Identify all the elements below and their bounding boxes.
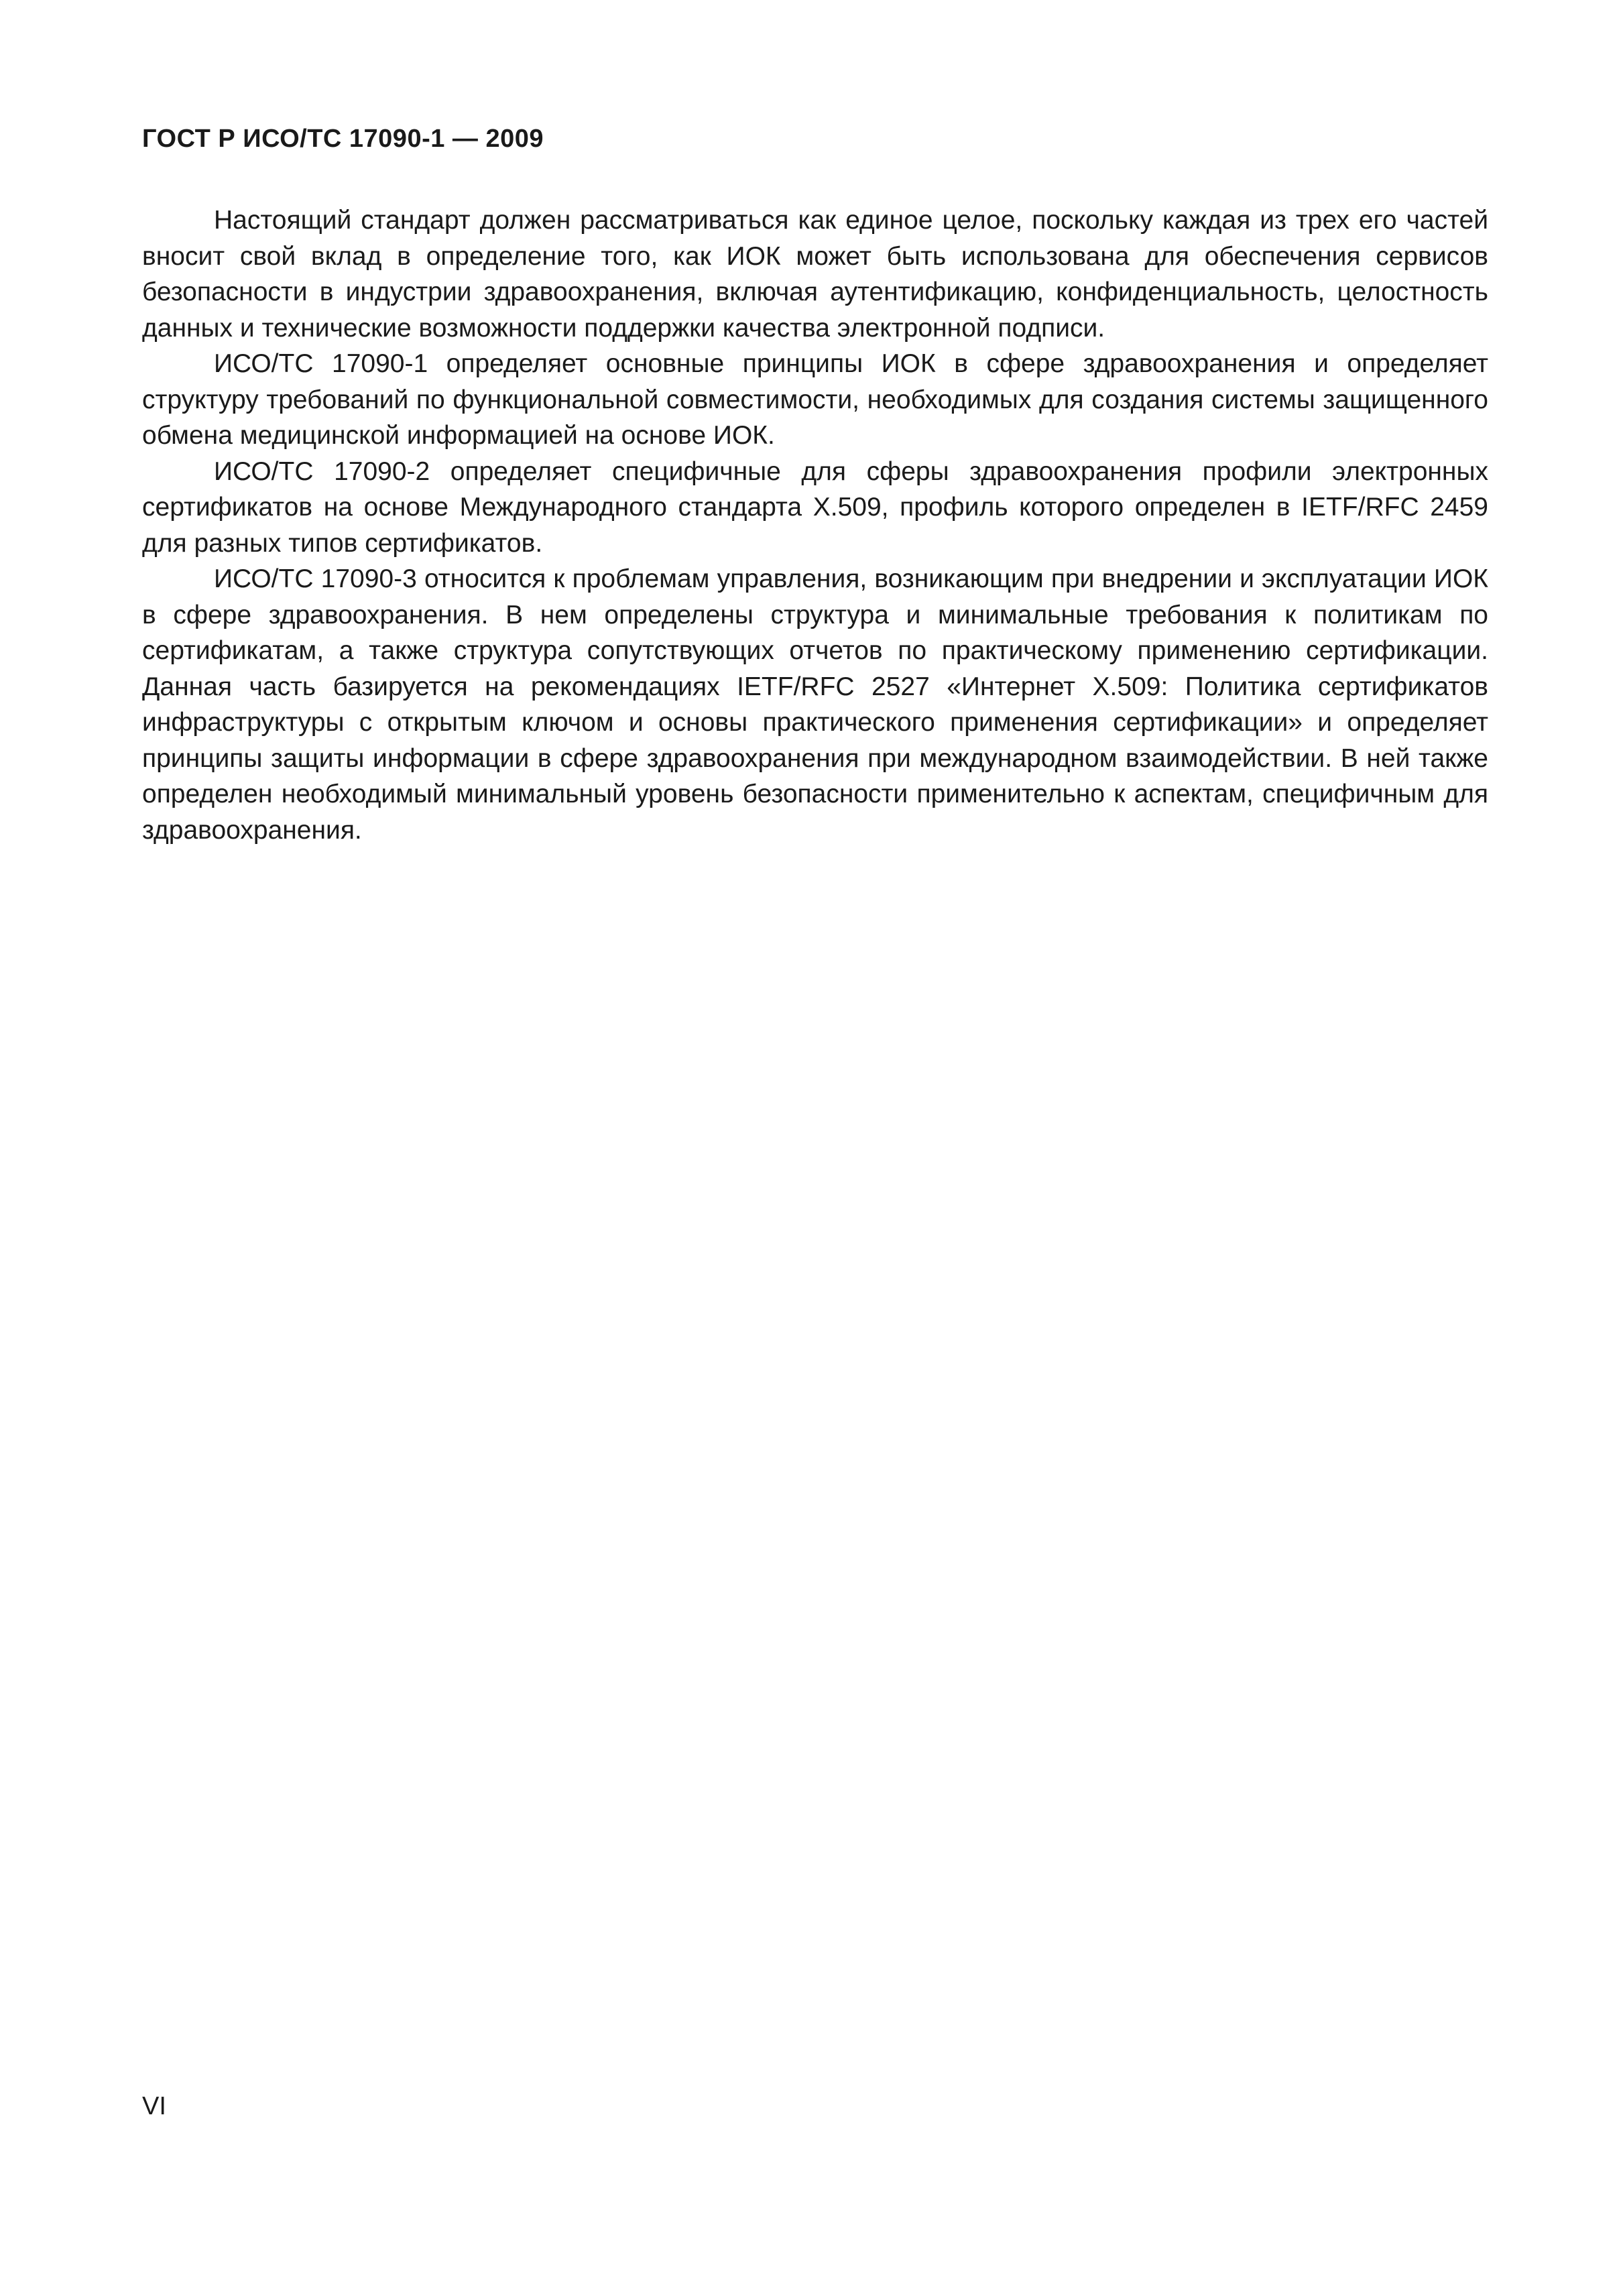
paragraph-part-3: ИСО/ТС 17090-3 относится к проблемам управления, возникающим при внедрении и эксплуатации ИОК в сфере здравоохранения. В нем определены структура и минимальные требования к политикам по сертификатам, а также структура сопутствующих отчетов по практическому применению сертификации. Данная часть базируется на рекомендациях IETF/RFC 2527 «Интернет X.509: Политика сертификатов инфраструктуры с открытым ключом и основы практического применения сертификации» и определяет принципы защиты информации в сфере здравоохранения при международном взаимодействии. В ней также определен необходимый минимальный уровень безопасности применительно к аспектам, специфичным для здравоохранения. (142, 564, 1488, 845)
page-number: VI (142, 2092, 166, 2120)
paragraph-part-2: ИСО/ТС 17090-2 определяет специфичные для сферы здравоохранения профили электронных сертификатов на основе Международного стандарта X.509, профиль которого определен в IETF/RFC 2459 для разных типов сертификатов. (142, 457, 1488, 558)
page-footer (142, 2090, 166, 2122)
paragraph-intro: Настоящий стандарт должен рассматриваться как единое целое, поскольку каждая из трех его частей вносит свой вклад в определение того, как ИОК может быть использована для обеспечения сервисов безопасности в индустрии здравоохранения, включая аутентификацию, конфиденциальность, целостность данных и технические возможности поддержки качества электронной подписи. (142, 206, 1488, 343)
document-id: ГОСТ Р ИСО/ТС 17090-1 — 2009 (142, 125, 544, 153)
document-body (142, 202, 1488, 848)
paragraph-part-1: ИСО/ТС 17090-1 определяет основные принципы ИОК в сфере здравоохранения и определяет структуру требований по функциональной совместимости, необходимых для создания системы защищенного обмена медицинской информацией на основе ИОК. (142, 349, 1488, 450)
document-header (142, 123, 544, 155)
